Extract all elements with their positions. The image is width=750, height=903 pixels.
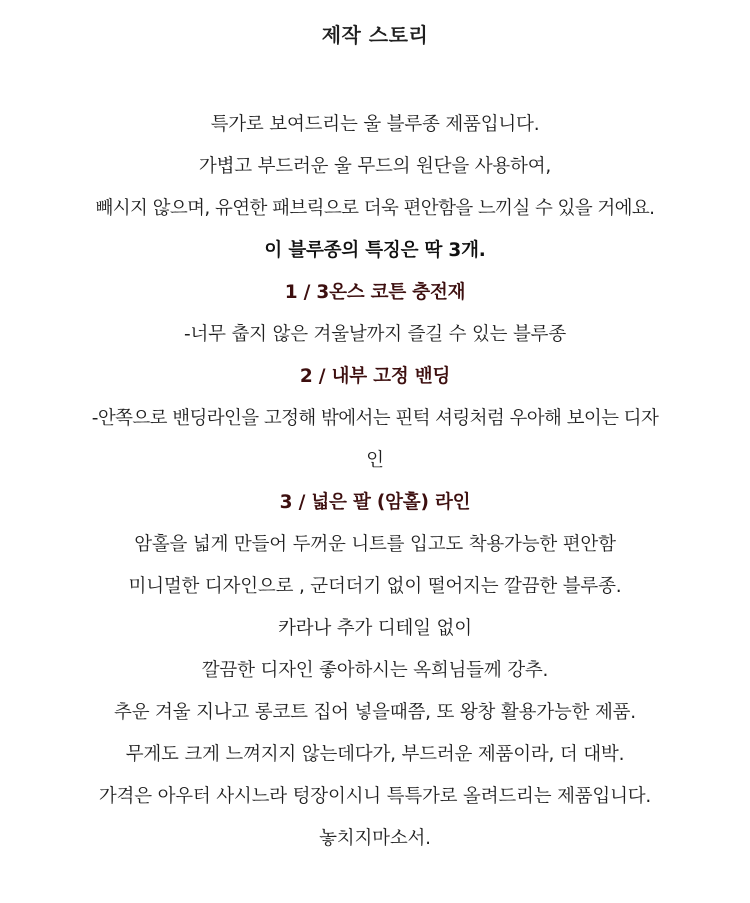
closing-line-5: 가격은 아우터 사시느라 텅장이시니 특특가로 올려드리는 제품입니다. — [98, 786, 652, 807]
story-body — [0, 104, 750, 860]
intro-line-1: 특가로 보여드리는 울 블루종 제품입니다. — [210, 114, 540, 135]
section-title: 제작 스토리 — [321, 23, 429, 47]
feature-2-description-wrap: 인 — [366, 450, 384, 471]
feature-2-heading: 2 / 내부 고정 밴딩 — [299, 366, 451, 387]
feature-3-description-2: 미니멀한 디자인으로 , 군더더기 없이 떨어지는 깔끔한 블루종. — [128, 576, 622, 597]
feature-2-description: -안쪽으로 밴딩라인을 고정해 밖에서는 핀턱 셔링처럼 우아해 보이는 디자 — [91, 408, 659, 429]
feature-3-description-1: 암홀을 넓게 만들어 두꺼운 니트를 입고도 착용가능한 편안함 — [134, 534, 616, 555]
intro-line-3: 빼시지 않으며, 유연한 패브릭으로 더욱 편안함을 느끼실 수 있을 거에요. — [95, 198, 655, 219]
feature-1-heading: 1 / 3온스 코튼 충전재 — [284, 282, 466, 303]
feature-1-description: -너무 춥지 않은 겨울날까지 즐길 수 있는 블루종 — [184, 324, 566, 345]
features-heading: 이 블루종의 특징은 딱 3개. — [264, 240, 486, 261]
intro-line-2: 가볍고 부드러운 울 무드의 원단을 사용하여, — [198, 156, 552, 177]
closing-line-6: 놓치지마소서. — [319, 828, 431, 849]
closing-line-1: 카라나 추가 디테일 없이 — [278, 618, 472, 639]
closing-line-3: 추운 겨울 지나고 롱코트 집어 넣을때쯤, 또 왕창 활용가능한 제품. — [114, 702, 636, 723]
closing-line-2: 깔끔한 디자인 좋아하시는 옥희님들께 강추. — [201, 660, 549, 681]
closing-line-4: 무게도 크게 느껴지지 않는데다가, 부드러운 제품이라, 더 대박. — [125, 744, 625, 765]
feature-3-heading: 3 / 넓은 팔 (암홀) 라인 — [279, 492, 471, 513]
